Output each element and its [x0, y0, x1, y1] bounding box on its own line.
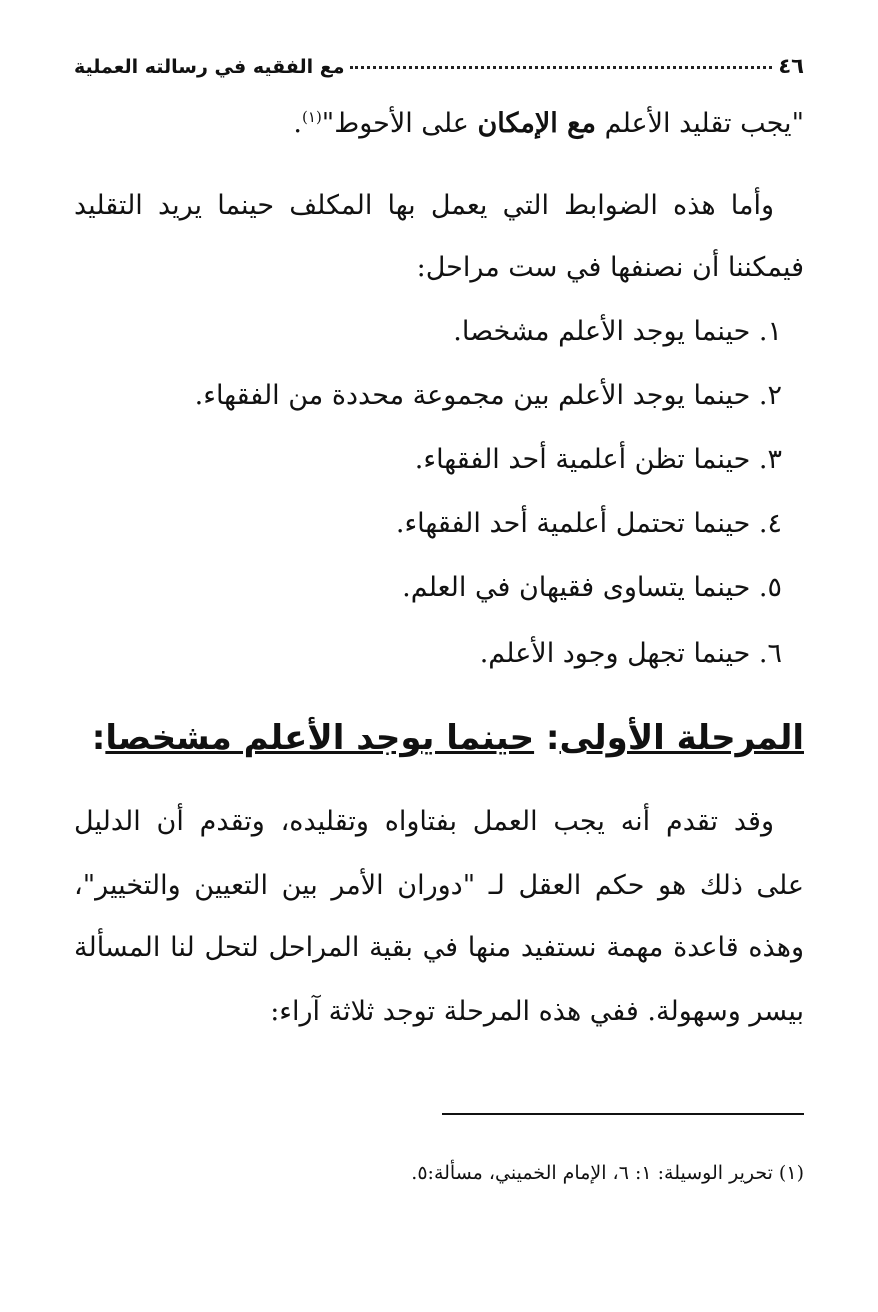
- quote-end: .: [293, 108, 303, 139]
- heading-separator: :: [534, 718, 560, 758]
- quote-close: ": [321, 108, 335, 139]
- para2-line3: وهذه قاعدة مهمة نستفيد منها في بقية المراحل لتحل لنا المسألة: [74, 932, 804, 963]
- list-item-3: ٣. حينما تظن أعلمية أحد الفقهاء.: [414, 444, 782, 475]
- page-number: ٤٦: [778, 54, 804, 78]
- quote-part-2: على الأحوط: [334, 108, 478, 139]
- quote-open: ": [791, 108, 804, 139]
- list-item-5: ٥. حينما يتساوى فقيهان في العلم.: [402, 572, 782, 603]
- para1-line1: وأما هذه الضوابط التي يعمل بها المكلف حينما يريد التقليد: [74, 190, 774, 221]
- footnote-ref: (١): [302, 108, 322, 126]
- heading-label: المرحلة الأولى: [559, 718, 804, 758]
- para2-line4: بيسر وسهولة. ففي هذه المرحلة توجد ثلاثة آراء:: [270, 996, 804, 1027]
- heading-title: حينما يوجد الأعلم مشخصا: [105, 718, 535, 758]
- list-item-1: ١. حينما يوجد الأعلم مشخصا.: [453, 316, 782, 347]
- quote-line: [293, 108, 804, 139]
- running-header: [74, 38, 804, 78]
- footnote-separator: [442, 1113, 804, 1115]
- para1-line2: فيمكننا أن نصنفها في ست مراحل:: [416, 252, 804, 283]
- heading-end: :: [91, 718, 106, 758]
- running-title: مع الفقيه في رسالته العملية: [74, 56, 345, 78]
- quote-part-1: يجب تقليد الأعلم: [596, 108, 792, 139]
- list-item-2: ٢. حينما يوجد الأعلم بين مجموعة محددة من الفقهاء.: [194, 380, 782, 411]
- para2-line1: وقد تقدم أنه يجب العمل بفتاواه وتقليده، وتقدم أن الدليل: [74, 806, 774, 837]
- footnote-text: (١) تحرير الوسيلة: ١: ٦، الإمام الخميني، مسألة:٥.: [411, 1162, 804, 1184]
- header-dot-leader: [350, 66, 772, 69]
- list-item-4: ٤. حينما تحتمل أعلمية أحد الفقهاء.: [395, 508, 782, 539]
- para2-line2: على ذلك هو حكم العقل لـ "دوران الأمر بين التعيين والتخيير"،: [74, 870, 804, 901]
- quote-bold-part: مع الإمكان: [477, 108, 597, 139]
- section-heading: [92, 718, 804, 758]
- list-item-6: ٦. حينما تجهل وجود الأعلم.: [479, 638, 782, 669]
